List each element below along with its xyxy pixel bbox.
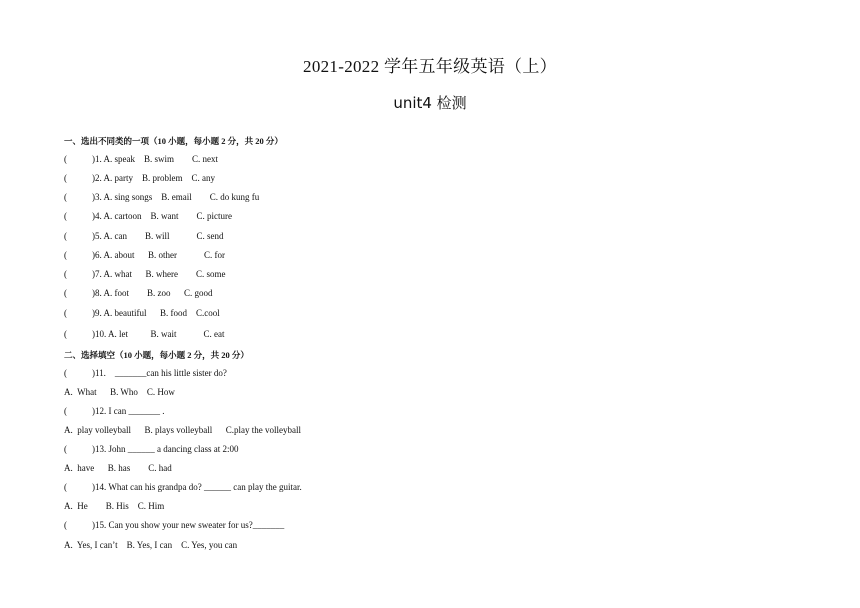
question-line [64, 368, 227, 378]
question-text: )9. A. beautiful B. food C.cool [92, 308, 220, 318]
question-line [64, 269, 225, 279]
options-text: A. Yes, I can’t B. Yes, I can C. Yes, you can [64, 540, 238, 550]
question-line [64, 406, 164, 416]
question-text: )13. John ______ a dancing class at 2:00 [92, 444, 239, 454]
answer-paren: ( [64, 288, 67, 298]
options-line [64, 425, 301, 435]
question-text: )15. Can you show your new sweater for us?_______ [92, 520, 285, 530]
options-text: A. He B. His C. Him [64, 501, 165, 511]
question-line [64, 154, 218, 164]
question-line [64, 192, 259, 202]
answer-paren: ( [64, 308, 67, 318]
question-text: )8. A. foot B. zoo C. good [92, 288, 213, 298]
answer-paren: ( [64, 520, 67, 530]
question-line [64, 444, 238, 454]
question-line [64, 329, 225, 339]
section-2-heading: 二、选择填空（10 小题，每小题 2 分，共 20 分） [64, 350, 249, 360]
answer-paren: ( [64, 444, 67, 454]
question-text: )5. A. can B. will C. send [92, 231, 224, 241]
question-line [64, 173, 215, 183]
answer-paren: ( [64, 406, 67, 416]
options-line [64, 540, 237, 550]
question-text: )7. A. what B. where C. some [92, 269, 226, 279]
options-line [64, 501, 164, 511]
question-line [64, 231, 224, 241]
question-text: )4. A. cartoon B. want C. picture [92, 211, 232, 221]
options-text: A. have B. has C. had [64, 463, 172, 473]
answer-paren: ( [64, 231, 67, 241]
question-line [64, 211, 232, 221]
question-line [64, 250, 225, 260]
answer-paren: ( [64, 250, 67, 260]
page-subtitle: unit4 检测 [393, 94, 467, 112]
question-line [64, 482, 302, 492]
question-text: )3. A. sing songs B. email C. do kung fu [92, 192, 260, 202]
question-line [64, 288, 213, 298]
answer-paren: ( [64, 192, 67, 202]
answer-paren: ( [64, 482, 67, 492]
answer-paren: ( [64, 154, 67, 164]
options-line [64, 387, 175, 397]
question-text: )1. A. speak B. swim C. next [92, 154, 218, 164]
answer-paren: ( [64, 368, 67, 378]
question-text: )14. What can his grandpa do? ______ can play the guitar. [92, 482, 302, 492]
options-line [64, 463, 172, 473]
question-text: )11. _______can his little sister do? [92, 368, 227, 378]
answer-paren: ( [64, 211, 67, 221]
answer-paren: ( [64, 173, 67, 183]
question-line [64, 308, 220, 318]
question-text: )12. I can _______ . [92, 406, 165, 416]
answer-paren: ( [64, 329, 67, 339]
answer-paren: ( [64, 269, 67, 279]
options-text: A. What B. Who C. How [64, 387, 175, 397]
question-text: )6. A. about B. other C. for [92, 250, 225, 260]
question-text: )10. A. let B. wait C. eat [92, 329, 225, 339]
page-title: 2021-2022 学年五年级英语（上） [303, 57, 557, 76]
options-text: A. play volleyball B. plays volleyball C.play the volleyball [64, 425, 301, 435]
question-text: )2. A. party B. problem C. any [92, 173, 215, 183]
question-line [64, 520, 284, 530]
section-1-heading: 一、选出不同类的一项（10 小题，每小题 2 分，共 20 分） [64, 136, 283, 146]
